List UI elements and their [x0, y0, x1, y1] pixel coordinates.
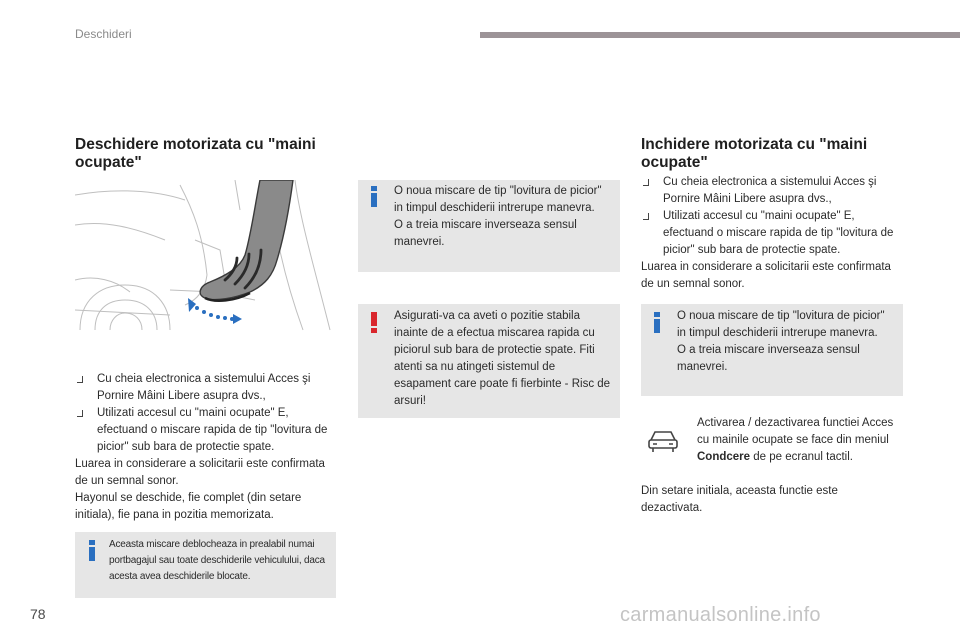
section-label: Deschideri — [75, 27, 132, 41]
middle-warning-text: Asigurati-va ca aveti o pozitie stabila inainte de a efectua miscarea rapida cu piciorul sub bara de protectie spate. Fiti atenti sa nu atingeti sistemul de esapament care poate fi fierbinte - Risc de arsuri! — [394, 310, 611, 407]
activation-text — [697, 415, 903, 466]
warning-icon — [369, 312, 379, 333]
info-icon — [369, 186, 379, 207]
right-instructions — [641, 174, 903, 293]
info-icon — [652, 312, 662, 333]
right-para-confirmation: Luarea in considerare a solicitarii este confirmata de un semnal sonor. — [641, 261, 891, 290]
activation-menu-name: Condcere — [697, 451, 751, 463]
middle-info-box — [358, 180, 620, 272]
kick-illustration — [75, 180, 335, 340]
activation-text-pre: Activarea / dezactivarea functiei Acces cu mainile ocupate se face din meniul — [697, 417, 894, 446]
info-icon — [87, 540, 97, 561]
right-info-line-1: O noua miscare de tip "lovitura de picior" in timpul deschiderii intrerupe manevra. — [677, 310, 885, 339]
car-icon — [646, 426, 680, 456]
right-bullet-1: Cu cheia electronica a sistemului Acces şi Pornire Mâini Libere asupra dvs., — [641, 174, 903, 208]
watermark: carmanualsonline.info — [620, 604, 821, 626]
right-info-line-2: O a treia miscare inverseaza sensul manevrei. — [677, 344, 860, 373]
middle-info-text — [394, 183, 612, 251]
left-section-title: Deschidere motorizata cu "maini ocupate" — [75, 136, 316, 171]
right-info-box — [641, 304, 903, 396]
page-number: 78 — [30, 606, 46, 622]
middle-info-line-2: O a treia miscare inverseaza sensul manevrei. — [394, 219, 577, 248]
left-instructions — [75, 371, 335, 524]
activation-text-post: de pe ecranul tactil. — [750, 451, 853, 463]
car-foot-illustration — [75, 180, 335, 340]
right-section-title: Inchidere motorizata cu "maini ocupate" — [641, 136, 868, 171]
left-para-confirmation: Luarea in considerare a solicitarii este confirmata de un semnal sonor. — [75, 458, 325, 487]
right-bullet-2: Utilizati accesul cu "maini ocupate" E, efectuand o miscare rapida de tip "lovitura de picior" sub bara de protectie spate. — [641, 208, 903, 259]
left-bullet-1: Cu cheia electronica a sistemului Acces şi Pornire Mâini Libere asupra dvs., — [75, 371, 335, 405]
header-bar — [480, 32, 960, 38]
left-note-box — [75, 532, 336, 598]
left-bullet-2: Utilizati accesul cu "maini ocupate" E, efectuand o miscare rapida de tip "lovitura de picior" sub bara de protectie spate. — [75, 405, 335, 456]
left-note-text: Aceasta miscare deblocheaza in prealabil numai portbagajul sau toate deschiderile vehiculului, daca acesta avea deschiderile blocate. — [109, 539, 325, 582]
right-default-note: Din setare initiala, aceasta functie este dezactivata. — [641, 485, 838, 514]
left-para-hayon: Hayonul se deschide, fie complet (din setare initiala), fie pana in pozitia memorizata. — [75, 492, 302, 521]
middle-warning-box — [358, 304, 620, 418]
right-info-text — [677, 308, 895, 376]
middle-info-line-1: O noua miscare de tip "lovitura de picior" in timpul deschiderii intrerupe manevra. — [394, 185, 602, 214]
